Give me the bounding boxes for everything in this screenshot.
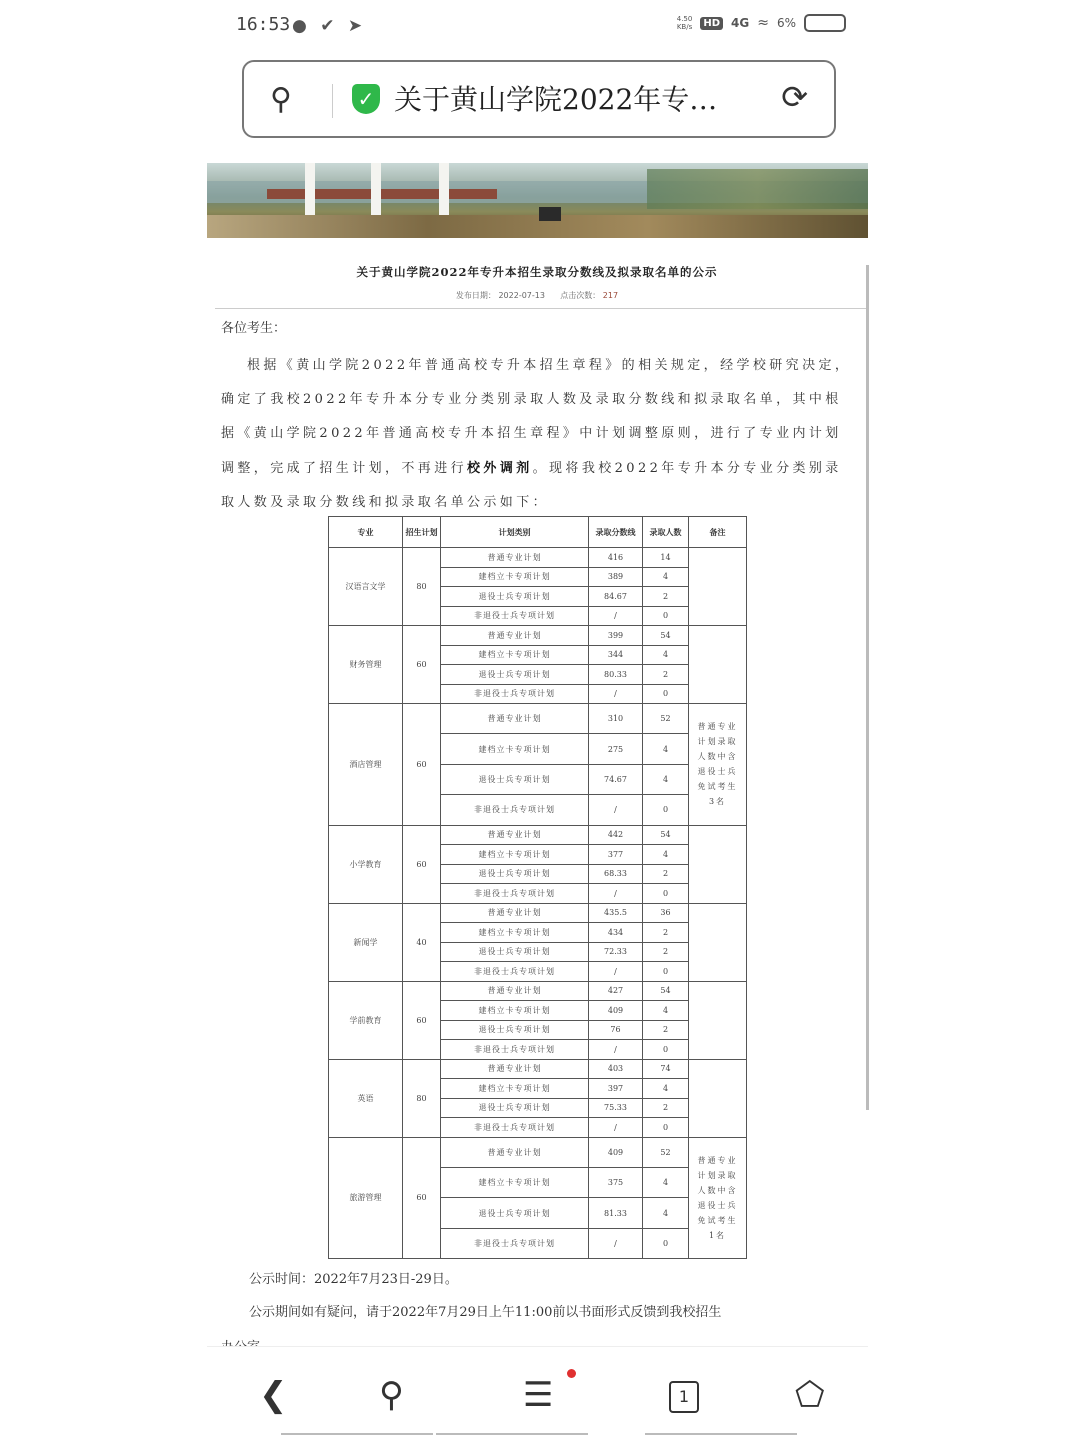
- cutoff-score: /: [589, 1118, 643, 1138]
- article-meta: [207, 290, 867, 301]
- cutoff-score: 389: [589, 567, 643, 587]
- gesture-line: [645, 1433, 797, 1435]
- date-value: 2022-07-13: [498, 291, 545, 300]
- article-title: 关于黄山学院2022年专升本招生录取分数线及拟录取名单的公示: [356, 265, 718, 279]
- remark: [689, 903, 747, 981]
- cutoff-score: 434: [589, 923, 643, 943]
- plan-category: 建档立卡专项计划: [441, 734, 589, 764]
- status-time: 16:53: [236, 14, 291, 35]
- publicity-time: 公示时间：2022年7月23日-29日。: [249, 1272, 458, 1287]
- major-plan: 40: [403, 903, 441, 981]
- remark: [689, 981, 747, 1059]
- cutoff-score: 409: [589, 1137, 643, 1167]
- search-icon[interactable]: ⚲: [270, 82, 292, 117]
- admitted-count: 4: [643, 845, 689, 865]
- plan-category: 普通专业计划: [441, 548, 589, 568]
- table-row: [329, 704, 747, 734]
- admitted-count: 0: [643, 884, 689, 904]
- gesture-line: [436, 1433, 588, 1435]
- major-name: 财务管理: [329, 626, 403, 704]
- plan-category: 建档立卡专项计划: [441, 1079, 589, 1099]
- status-right: [677, 14, 846, 32]
- remark: [689, 548, 747, 626]
- major-plan: 60: [403, 626, 441, 704]
- cutoff-score: 310: [589, 704, 643, 734]
- cutoff-score: 397: [589, 1079, 643, 1099]
- plan-category: 退役士兵专项计划: [441, 1020, 589, 1040]
- admitted-count: 4: [643, 734, 689, 764]
- cutoff-score: /: [589, 1228, 643, 1258]
- plan-category: 退役士兵专项计划: [441, 864, 589, 884]
- admitted-count: 4: [643, 1079, 689, 1099]
- table-row: [329, 825, 747, 845]
- plan-category: 建档立卡专项计划: [441, 1167, 589, 1197]
- plan-category: 普通专业计划: [441, 704, 589, 734]
- admitted-count: 54: [643, 626, 689, 646]
- admitted-count: 0: [643, 1228, 689, 1258]
- cutoff-score: 442: [589, 825, 643, 845]
- header-banner-image: [207, 163, 868, 238]
- header-divider: [215, 308, 867, 309]
- plan-category: 退役士兵专项计划: [441, 665, 589, 685]
- gesture-line: [281, 1433, 433, 1435]
- plan-category: 非退役士兵专项计划: [441, 884, 589, 904]
- table-row: [329, 981, 747, 1001]
- plan-category: 普通专业计划: [441, 981, 589, 1001]
- notification-dot: [567, 1369, 576, 1378]
- plan-category: 建档立卡专项计划: [441, 923, 589, 943]
- plan-category: 退役士兵专项计划: [441, 942, 589, 962]
- cutoff-score: 403: [589, 1059, 643, 1079]
- plan-category: 建档立卡专项计划: [441, 845, 589, 865]
- major-name: 英语: [329, 1059, 403, 1137]
- major-name: 学前教育: [329, 981, 403, 1059]
- net-speed: [677, 15, 693, 31]
- cutoff-score: 416: [589, 548, 643, 568]
- admitted-count: 52: [643, 1137, 689, 1167]
- cutoff-score: /: [589, 795, 643, 825]
- wifi-icon: ≈: [757, 15, 769, 31]
- admitted-count: 0: [643, 795, 689, 825]
- admitted-count: 2: [643, 587, 689, 607]
- plan-category: 非退役士兵专项计划: [441, 1118, 589, 1138]
- header-major: 专业: [329, 517, 403, 548]
- banner-ground: [207, 215, 868, 238]
- home-icon[interactable]: ⬠: [795, 1375, 825, 1415]
- admitted-count: 36: [643, 903, 689, 923]
- views-label: 点击次数：: [560, 291, 601, 300]
- cutoff-score: 81.33: [589, 1198, 643, 1228]
- notification-icons: ● ✔ ➤: [292, 16, 367, 36]
- cutoff-score: /: [589, 684, 643, 704]
- article-body: [221, 349, 853, 520]
- greeting: 各位考生：: [221, 321, 287, 336]
- admitted-count: 4: [643, 645, 689, 665]
- table-row: [329, 1137, 747, 1167]
- banner-bridge: [267, 189, 497, 199]
- cutoff-score: 76: [589, 1020, 643, 1040]
- admitted-count: 4: [643, 1001, 689, 1021]
- plan-category: 普通专业计划: [441, 1137, 589, 1167]
- cutoff-score: 75.33: [589, 1098, 643, 1118]
- admitted-count: 52: [643, 704, 689, 734]
- admitted-count: 2: [643, 923, 689, 943]
- cutoff-score: 80.33: [589, 665, 643, 685]
- cutoff-score: 74.67: [589, 764, 643, 794]
- plan-category: 建档立卡专项计划: [441, 1001, 589, 1021]
- cutoff-score: /: [589, 962, 643, 982]
- plan-category: 非退役士兵专项计划: [441, 1040, 589, 1060]
- remark: [689, 626, 747, 704]
- hd-badge: HD: [700, 17, 723, 30]
- plan-category: 非退役士兵专项计划: [441, 962, 589, 982]
- admitted-count: 54: [643, 981, 689, 1001]
- table-body: [329, 548, 747, 1259]
- remark: [689, 825, 747, 903]
- admitted-count: 54: [643, 825, 689, 845]
- admitted-count: 2: [643, 864, 689, 884]
- net-speed-unit: KB/s: [676, 23, 693, 31]
- reload-icon[interactable]: ⟳: [781, 78, 808, 116]
- net-speed-value: 4.50: [676, 15, 693, 23]
- header-remark: 备注: [689, 517, 747, 548]
- plan-category: 非退役士兵专项计划: [441, 1228, 589, 1258]
- cutoff-score: /: [589, 606, 643, 626]
- cutoff-score: 275: [589, 734, 643, 764]
- major-name: 酒店管理: [329, 704, 403, 826]
- cutoff-score: 375: [589, 1167, 643, 1197]
- signal-indicator: 4G: [731, 16, 750, 30]
- admitted-count: 0: [643, 1040, 689, 1060]
- plan-category: 建档立卡专项计划: [441, 645, 589, 665]
- table-row: [329, 626, 747, 646]
- remark: 普通专业计划录取人数中含退役士兵免试考生1名: [689, 1137, 747, 1259]
- major-name: 汉语言文学: [329, 548, 403, 626]
- address-bar[interactable]: [242, 60, 836, 138]
- cutoff-score: 399: [589, 626, 643, 646]
- admitted-count: 0: [643, 962, 689, 982]
- menu-icon[interactable]: ☰: [523, 1375, 554, 1415]
- cutoff-score: 72.33: [589, 942, 643, 962]
- admitted-count: 0: [643, 1118, 689, 1138]
- remark: 普通专业计划录取人数中含退役士兵免试考生3名: [689, 704, 747, 826]
- admitted-count: 2: [643, 1020, 689, 1040]
- plan-category: 非退役士兵专项计划: [441, 795, 589, 825]
- page-title-in-address[interactable]: 关于黄山学院2022年专…: [394, 83, 718, 116]
- battery-icon: [804, 14, 846, 32]
- plan-category: 非退役士兵专项计划: [441, 606, 589, 626]
- plan-category: 退役士兵专项计划: [441, 587, 589, 607]
- major-plan: 60: [403, 981, 441, 1059]
- table-row: [329, 903, 747, 923]
- admitted-count: 4: [643, 1167, 689, 1197]
- admitted-count: 4: [643, 1198, 689, 1228]
- remark: [689, 1059, 747, 1137]
- plan-category: 非退役士兵专项计划: [441, 684, 589, 704]
- table-row: [329, 1059, 747, 1079]
- plan-category: 普通专业计划: [441, 903, 589, 923]
- cutoff-score: /: [589, 884, 643, 904]
- views-value: 217: [602, 291, 619, 300]
- bottom-nav-bar: [207, 1346, 868, 1441]
- cutoff-score: 68.33: [589, 864, 643, 884]
- status-bar: [236, 12, 846, 42]
- scrollbar[interactable]: [866, 265, 869, 1110]
- plan-category: 退役士兵专项计划: [441, 764, 589, 794]
- admitted-count: 14: [643, 548, 689, 568]
- major-plan: 60: [403, 1137, 441, 1259]
- battery-text: 6%: [776, 16, 796, 30]
- table-row: [329, 548, 747, 568]
- shield-check-icon[interactable]: ✓: [352, 84, 380, 114]
- cutoff-score: 377: [589, 845, 643, 865]
- table-header-row: [329, 517, 747, 548]
- plan-category: 建档立卡专项计划: [441, 567, 589, 587]
- banner-sign: [539, 207, 561, 221]
- plan-category: 退役士兵专项计划: [441, 1198, 589, 1228]
- plan-category: 普通专业计划: [441, 626, 589, 646]
- cutoff-score: 409: [589, 1001, 643, 1021]
- admitted-count: 74: [643, 1059, 689, 1079]
- tabs-icon[interactable]: 1: [669, 1381, 699, 1413]
- date-label: 发布日期：: [455, 291, 496, 300]
- major-plan: 80: [403, 548, 441, 626]
- major-name: 小学教育: [329, 825, 403, 903]
- cutoff-score: 435.5: [589, 903, 643, 923]
- major-plan: 80: [403, 1059, 441, 1137]
- body-text-1: 根据《黄山学院2022年普通高校专升本招生章程》的相关规定，经学校研究决定，确定了我校2022年专升本分专业分类别录取人数及录取分数线和拟录取名单，其中根据《黄山学院2022年普通高校专升本招生章程》中计划调整原则，进行了专业内计划调整，完成了招生计划，不再进行: [221, 358, 852, 476]
- admitted-count: 4: [643, 567, 689, 587]
- back-icon[interactable]: ❮: [259, 1375, 288, 1415]
- cutoff-score: /: [589, 1040, 643, 1060]
- objection-notice: 公示期间如有疑问，请于2022年7月29日上午11:00前以书面形式反馈到我校招生: [249, 1305, 722, 1320]
- major-plan: 60: [403, 825, 441, 903]
- body-text-2: 。现将我校2022年专升本分专业分类别录取人数及录取分数线和拟录取名单公示如下：: [221, 460, 842, 510]
- admission-table: [328, 516, 747, 1259]
- admitted-count: 0: [643, 606, 689, 626]
- plan-category: 普通专业计划: [441, 825, 589, 845]
- admitted-count: 2: [643, 1098, 689, 1118]
- admitted-count: 4: [643, 764, 689, 794]
- objection-notice-cont: [221, 1336, 260, 1346]
- major-name: 旅游管理: [329, 1137, 403, 1259]
- body-bold-text: 校外调剂: [467, 460, 533, 476]
- plan-category: 普通专业计划: [441, 1059, 589, 1079]
- banner-trees: [647, 169, 868, 209]
- plan-category: 退役士兵专项计划: [441, 1098, 589, 1118]
- address-divider: [332, 84, 333, 118]
- admitted-count: 0: [643, 684, 689, 704]
- major-name: 新闻学: [329, 903, 403, 981]
- admitted-count: 2: [643, 942, 689, 962]
- header-admitted: 录取人数: [643, 517, 689, 548]
- cutoff-score: 84.67: [589, 587, 643, 607]
- cutoff-score: 344: [589, 645, 643, 665]
- admitted-count: 2: [643, 665, 689, 685]
- major-plan: 60: [403, 704, 441, 826]
- header-plan: 招生计划: [403, 517, 441, 548]
- cutoff-score: 427: [589, 981, 643, 1001]
- search-icon[interactable]: ⚲: [379, 1375, 404, 1415]
- header-category: 计划类别: [441, 517, 589, 548]
- header-score: 录取分数线: [589, 517, 643, 548]
